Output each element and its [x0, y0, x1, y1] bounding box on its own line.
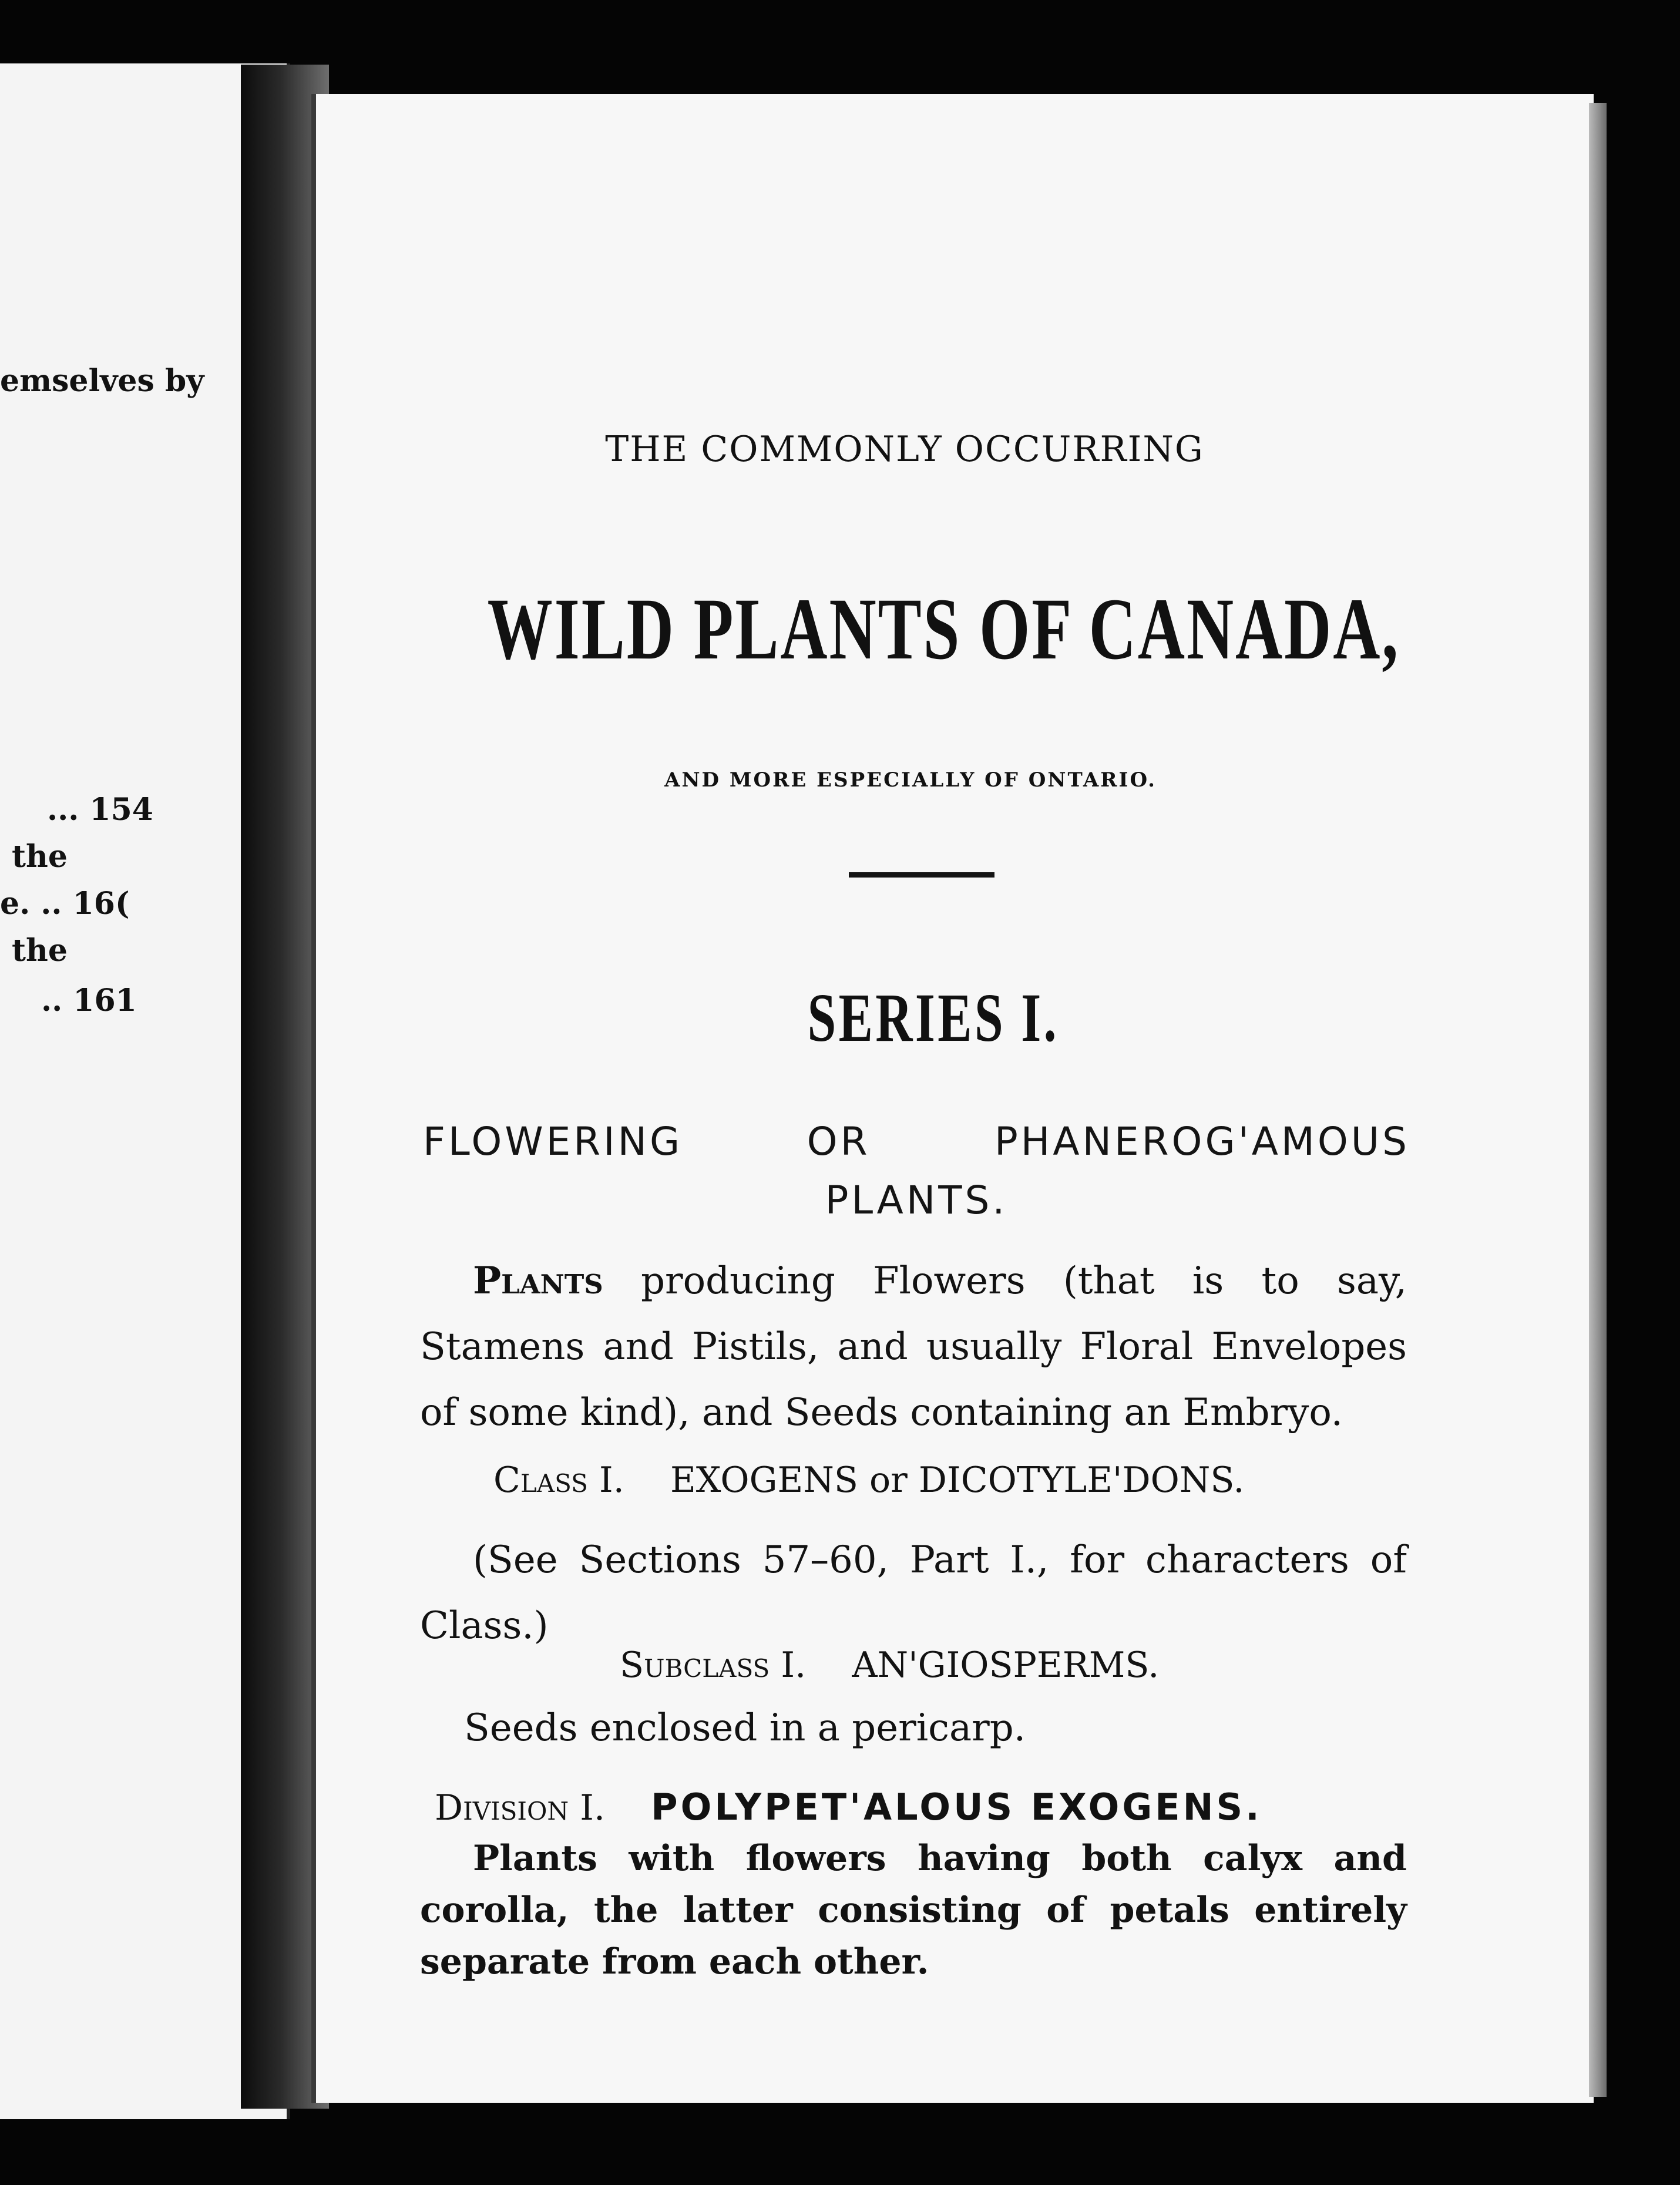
- class-note: [420, 1527, 1407, 1659]
- subclass-note: Seeds enclosed in a pericarp.: [464, 1706, 1026, 1750]
- section-heading-line2: PLANTS.: [825, 1178, 1008, 1223]
- book-title: WILD PLANTS OF CANADA,: [487, 580, 1400, 678]
- division-label: Division I.: [435, 1787, 606, 1828]
- intro-lead: Plants: [473, 1259, 603, 1303]
- section-heading-line1: FLOWERING OR PHANEROG'AMOUS: [423, 1119, 1410, 1164]
- subclass-name: AN'GIOSPERMS.: [852, 1645, 1160, 1686]
- division-name: POLYPET'ALOUS EXOGENS.: [651, 1786, 1262, 1828]
- class-note-text: (See Sections 57–60, Part I., for characters of Class.): [420, 1538, 1407, 1648]
- left-fragment: .. 161: [41, 983, 137, 1018]
- division-note: [420, 1833, 1407, 1988]
- division-heading: [435, 1786, 1262, 1828]
- class-heading: [493, 1460, 1244, 1501]
- left-fragment: the: [12, 839, 68, 875]
- class-name: EXOGENS or DICOTYLE'DONS.: [670, 1460, 1245, 1501]
- left-fragment: the: [12, 933, 68, 969]
- title-rule: [849, 872, 994, 878]
- subclass-label: Subclass I.: [620, 1645, 807, 1686]
- left-fragment: emselves by: [0, 363, 204, 399]
- subclass-heading: [620, 1645, 1159, 1686]
- pre-title: THE COMMONLY OCCURRING: [605, 429, 1204, 470]
- class-label: Class I.: [493, 1460, 624, 1501]
- left-fragment: ... 154: [47, 792, 153, 828]
- intro-paragraph: [420, 1248, 1407, 1446]
- series-heading: SERIES I.: [807, 979, 1059, 1056]
- left-fragment: e. .. 16(: [0, 886, 130, 922]
- book-subtitle: AND MORE ESPECIALLY OF ONTARIO.: [664, 768, 1157, 792]
- division-note-text: Plants with flowers having both calyx and corolla, the latter consisting of petals entirely separate from each other.: [420, 1838, 1407, 1982]
- intro-text: producing Flowers (that is to say, Stamens and Pistils, and usually Floral Envelopes of some kind), and Seeds containing an Embryo.: [420, 1259, 1407, 1434]
- page-edge: [1589, 103, 1607, 2097]
